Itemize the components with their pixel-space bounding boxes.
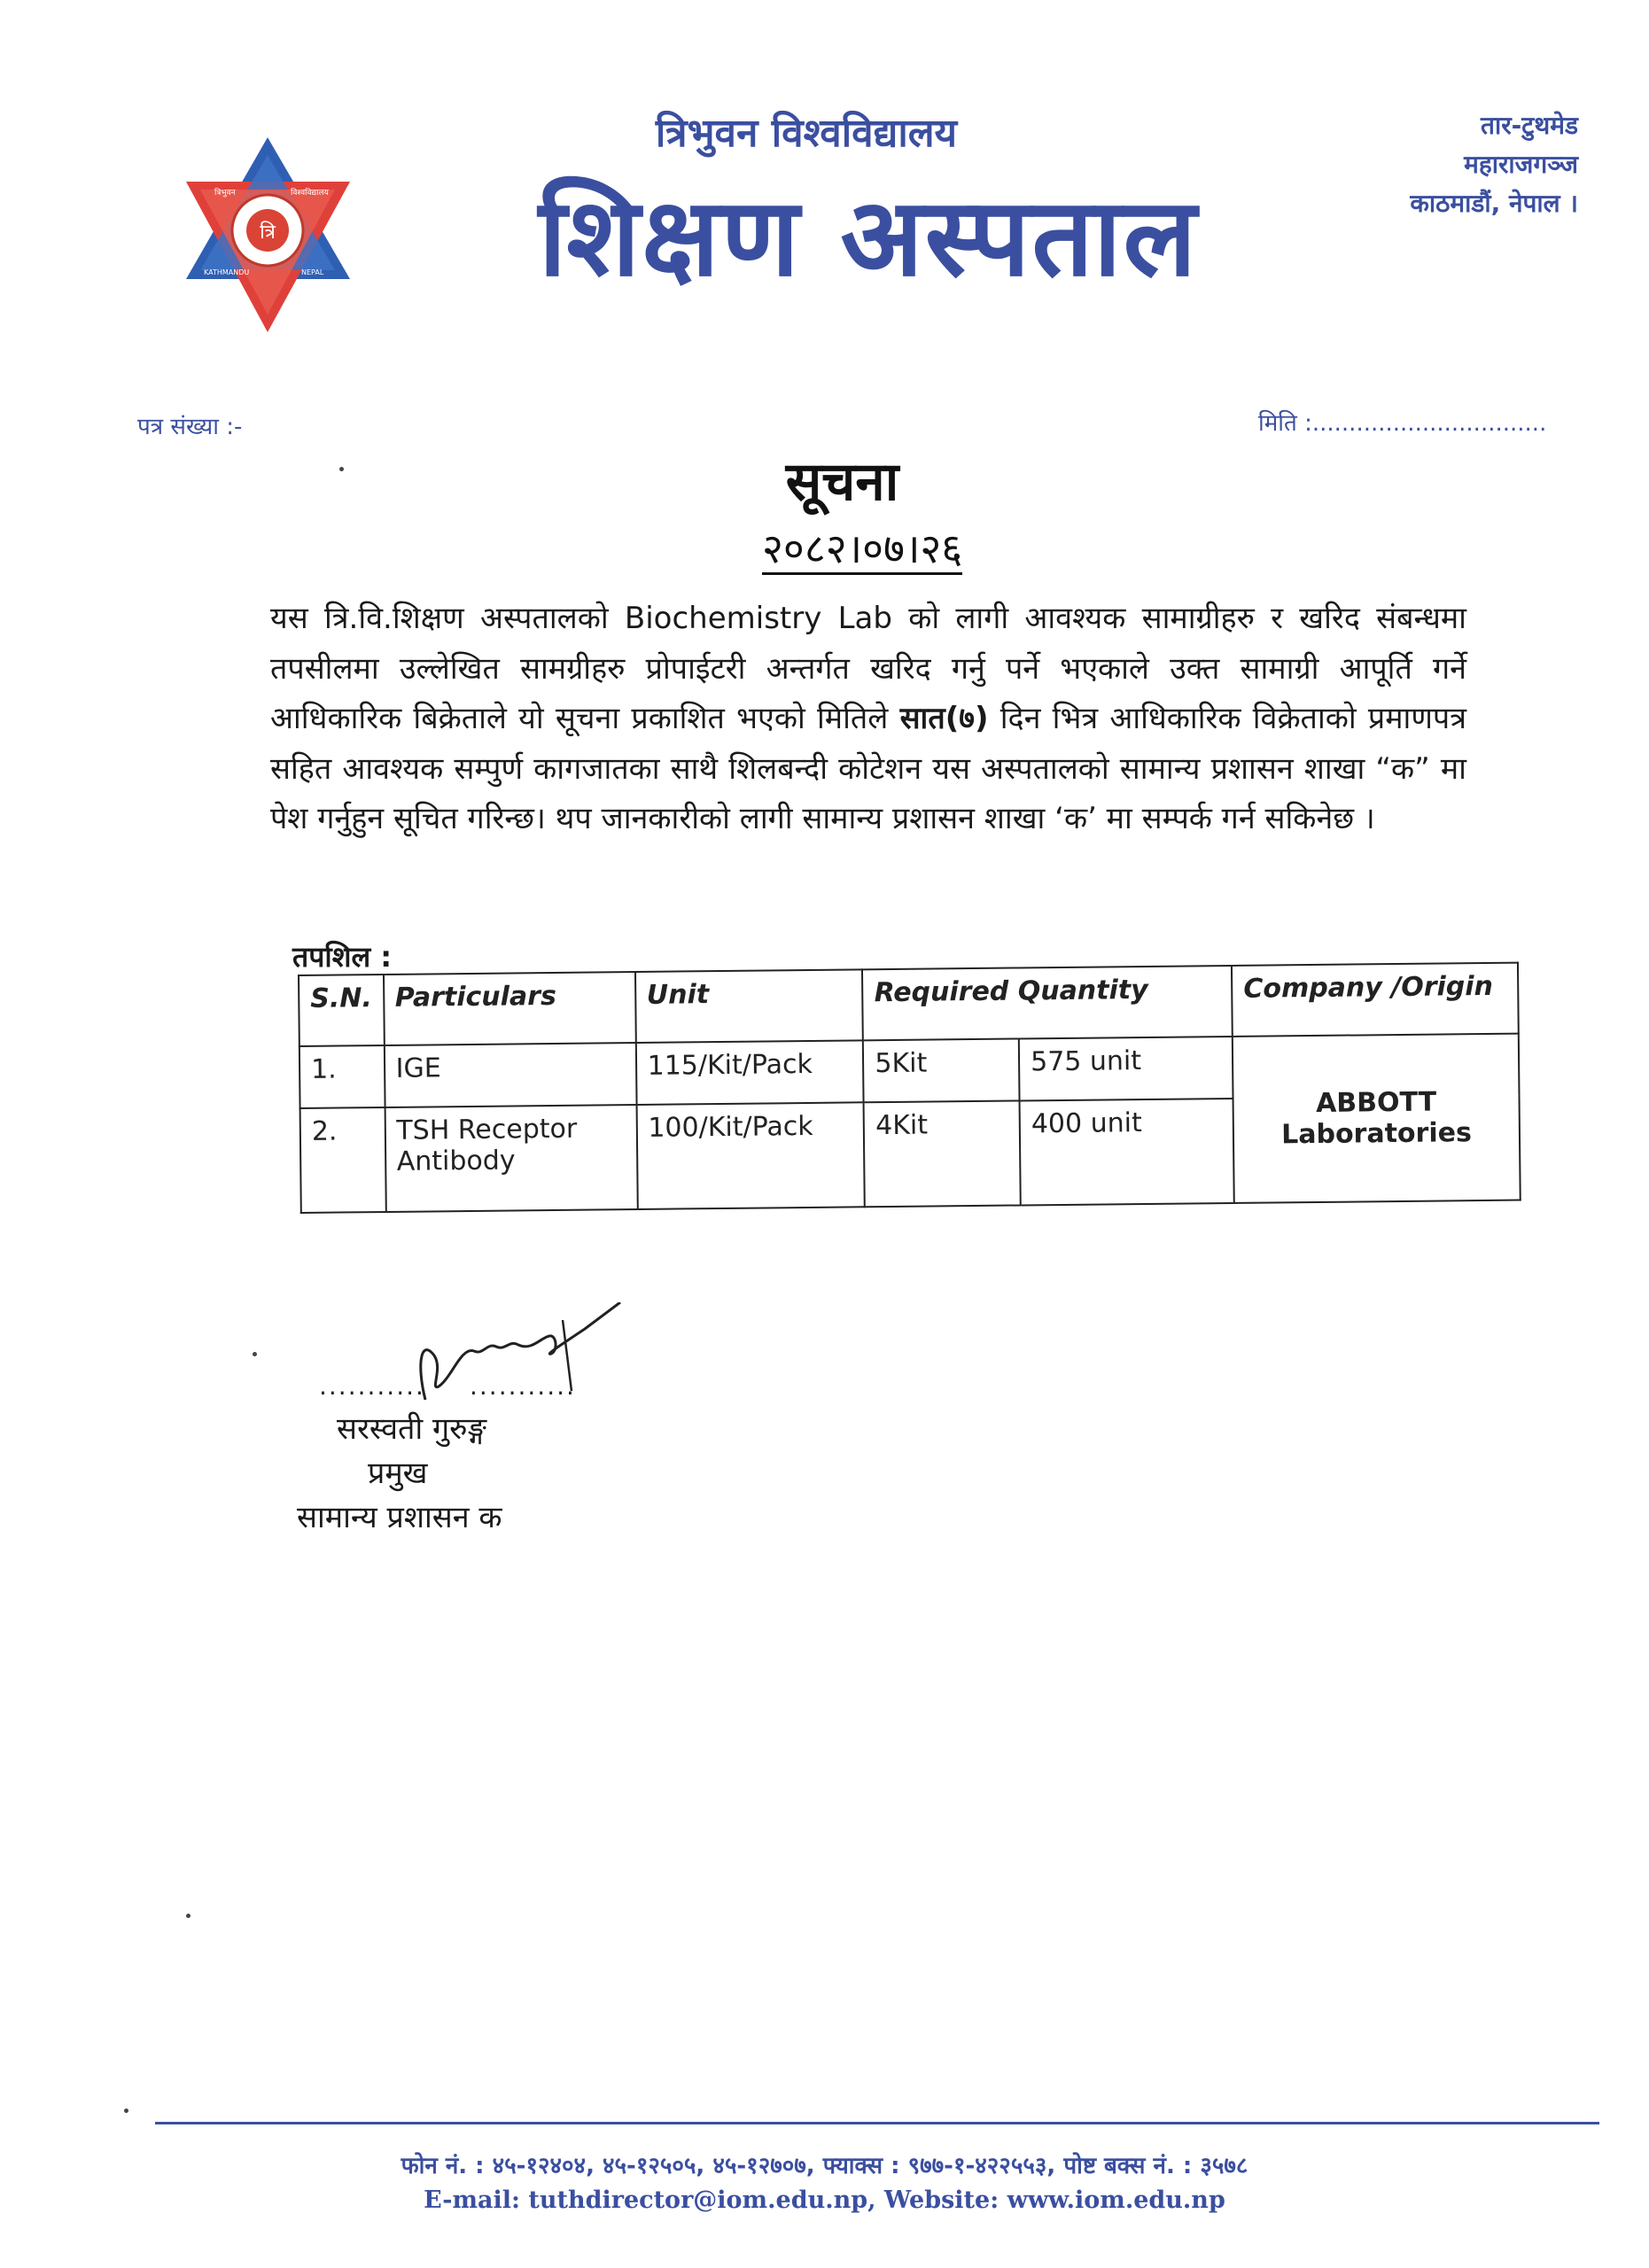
- address-block: [1295, 106, 1578, 223]
- signatory-block: [297, 1407, 502, 1540]
- logo-text-left: त्रिभुवन: [214, 189, 236, 198]
- header-particulars: Particulars: [384, 972, 636, 1045]
- signatory-department: सामान्य प्रशासन क: [297, 1500, 502, 1535]
- details-label: तपशिल :: [292, 940, 393, 974]
- logo-text-right: विश्वविद्यालय: [291, 189, 329, 198]
- notice-title: सूचना: [785, 451, 899, 513]
- cell-unit: 115/Kit/Pack: [635, 1040, 864, 1105]
- cell-particulars: IGE: [384, 1043, 636, 1107]
- address-line-1: तार-टुथमेड: [1480, 111, 1578, 140]
- cell-kits: 5Kit: [863, 1038, 1019, 1102]
- header-required-quantity: Required Quantity: [862, 966, 1233, 1040]
- logo-text-bottom-right: NEPAL: [301, 268, 324, 276]
- notice-body: [270, 594, 1466, 844]
- address-line-2: महाराजगञ्ज: [1464, 150, 1578, 179]
- header-unit: Unit: [635, 969, 864, 1043]
- notice-body-days: सात(७): [899, 701, 989, 736]
- signatory-name: सरस्वती गुरुङ्ग: [337, 1411, 487, 1447]
- notice-body-part-1: यस त्रि.वि.शिक्षण अस्पतालको Biochemistry Lab को लागी आवश्यक सामाग्रीहरु र खरिद संबन्धमा तपसीलमा उल्लेखित सामग्रीहरु प्रोपाईटरी अन्तर्गत खरिद गर्नु पर्ने भएकाले उक्त सामाग्री आपूर्ति गर्ने आधिकारिक बिक्रेताले यो सूचना प्रकाशित भएको मितिले: [270, 601, 1466, 736]
- hospital-name: शिक्षण अस्पताल: [538, 175, 1199, 300]
- notice-number: २०८२।०७।२६: [762, 524, 962, 575]
- cell-sn: 2.: [300, 1107, 386, 1213]
- header-company: Company /Origin: [1232, 963, 1519, 1037]
- cell-kits: 4Kit: [864, 1100, 1021, 1207]
- footer-contact-numbers: फोन नं. : ४५-१२४०४, ४५-१२५०५, ४५-१२७०७, फ्याक्स : ९७७-१-४२२५५३, पोष्ट बक्स नं. : ३५७८: [401, 2153, 1248, 2179]
- signature-dots-right: ...........: [470, 1371, 576, 1401]
- footer-divider: [155, 2122, 1599, 2124]
- cell-unit: 100/Kit/Pack: [636, 1102, 865, 1209]
- notice-body-part-2: दिन भित्र आधिकारिक विक्रेताको प्रमाणपत्र सहित आवश्यक सम्पुर्ण कागजातका साथै शिलबन्दी कोटेशन यस अस्पतालको सामान्य प्रशासन शाखा “क” मा पेश गर्नुहुन सूचित गरिन्छ। थप जानकारीको लागी सामान्य प्रशासन शाखा ‘क’ मा सम्पर्क गर्न सकिनेछ ।: [270, 701, 1467, 836]
- cell-company: ABBOTT Laboratories: [1233, 1034, 1521, 1203]
- cell-sn: 1.: [299, 1045, 385, 1108]
- table-row: [299, 1034, 1520, 1108]
- cell-units: 575 unit: [1019, 1037, 1233, 1101]
- signatory-title: प्रमुख: [368, 1456, 428, 1491]
- address-line-3: काठमाडौं, नेपाल ।: [1410, 189, 1578, 218]
- table-header-row: [299, 963, 1519, 1046]
- university-logo: [177, 133, 359, 337]
- university-name: त्रिभुवन विश्वविद्यालय: [655, 111, 958, 156]
- cell-particulars: TSH Receptor Antibody: [385, 1105, 637, 1212]
- cell-units: 400 unit: [1020, 1099, 1234, 1206]
- header-sn: S.N.: [299, 975, 384, 1046]
- logo-text-bottom-left: KATHMANDU: [204, 268, 250, 276]
- signature-dots: ...........: [319, 1371, 425, 1401]
- footer-email-website: E-mail: tuthdirector@iom.edu.np, Website: www.iom.edu.np: [424, 2186, 1225, 2214]
- date-label: मिति :................................: [1258, 410, 1547, 437]
- items-table: [298, 962, 1521, 1214]
- logo-center-letter: त्रि: [260, 221, 276, 244]
- reference-number-label: पत्र संख्या :-: [137, 414, 243, 440]
